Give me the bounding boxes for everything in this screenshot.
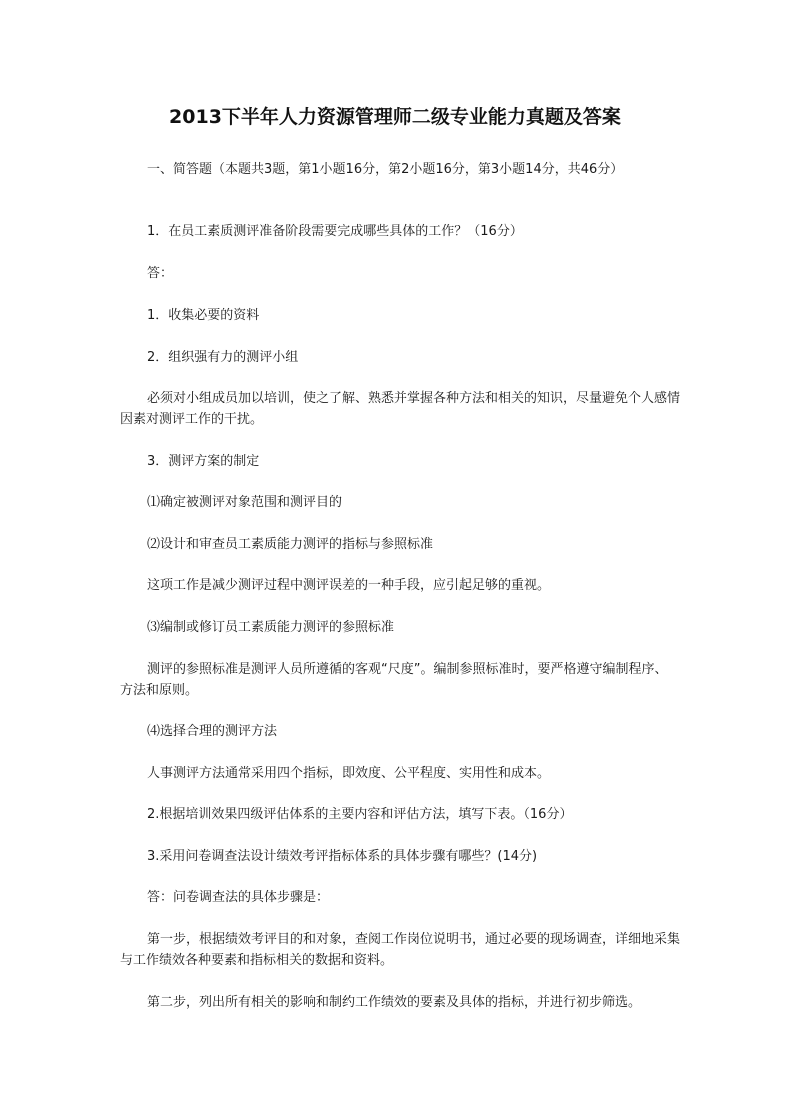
answer-1-item-2: 2．组织强有力的测评小组: [147, 350, 299, 365]
answer-1-item-3-sub-1: ⑴确定被测评对象范围和测评目的: [147, 495, 343, 510]
answer-1-item-3-sub-3-detail: 测评的参照标准是测评人员所遵循的客观“尺度”。编制参照标准时，要严格遵守编制程序、方法和原则。: [120, 662, 668, 698]
answer-1-item-3-sub-4-detail: 人事测评方法通常采用四个指标，即效度、公平程度、实用性和成本。: [147, 766, 551, 781]
answer-1-item-3: 3．测评方案的制定: [147, 454, 260, 469]
section-heading: 一、简答题（本题共3题，第1小题16分，第2小题16分，第3小题14分，共46分）: [147, 162, 624, 177]
page-title: 2013下半年人力资源管理师二级专业能力真题及答案: [169, 106, 621, 128]
question-2: 2.根据培训效果四级评估体系的主要内容和评估方法，填写下表。（16分）: [147, 807, 573, 822]
answer-1-item-2-detail: 必须对小组成员加以培训，使之了解、熟悉并掌握各种方法和相关的知识，尽量避免个人感情因素对测评工作的干扰。: [120, 391, 681, 427]
answer-3-step-1: 第一步，根据绩效考评目的和对象，查阅工作岗位说明书，通过必要的现场调查，详细地采集与工作绩效各种要素和指标相关的数据和资料。: [120, 932, 681, 968]
answer-3-intro: 答：问卷调查法的具体步骤是：: [147, 890, 330, 905]
answer-3-step-2: 第二步，列出所有相关的影响和制约工作绩效的要素及具体的指标，并进行初步筛选。: [147, 995, 642, 1010]
question-3: 3.采用问卷调查法设计绩效考评指标体系的具体步骤有哪些？(14分): [147, 849, 538, 864]
answer-1-item-3-sub-2: ⑵设计和审查员工素质能力测评的指标与参照标准: [147, 537, 434, 552]
answer-1-item-1: 1．收集必要的资料: [147, 308, 260, 323]
answer-1-item-3-sub-2-detail: 这项工作是减少测评过程中测评误差的一种手段，应引起足够的重视。: [147, 578, 551, 593]
answer-label: 答：: [147, 266, 174, 281]
answer-1-item-3-sub-4: ⑷选择合理的测评方法: [147, 724, 278, 739]
question-1: 1．在员工素质测评准备阶段需要完成哪些具体的工作？（16分）: [147, 224, 523, 239]
answer-1-item-3-sub-3: ⑶编制或修订员工素质能力测评的参照标准: [147, 620, 395, 635]
